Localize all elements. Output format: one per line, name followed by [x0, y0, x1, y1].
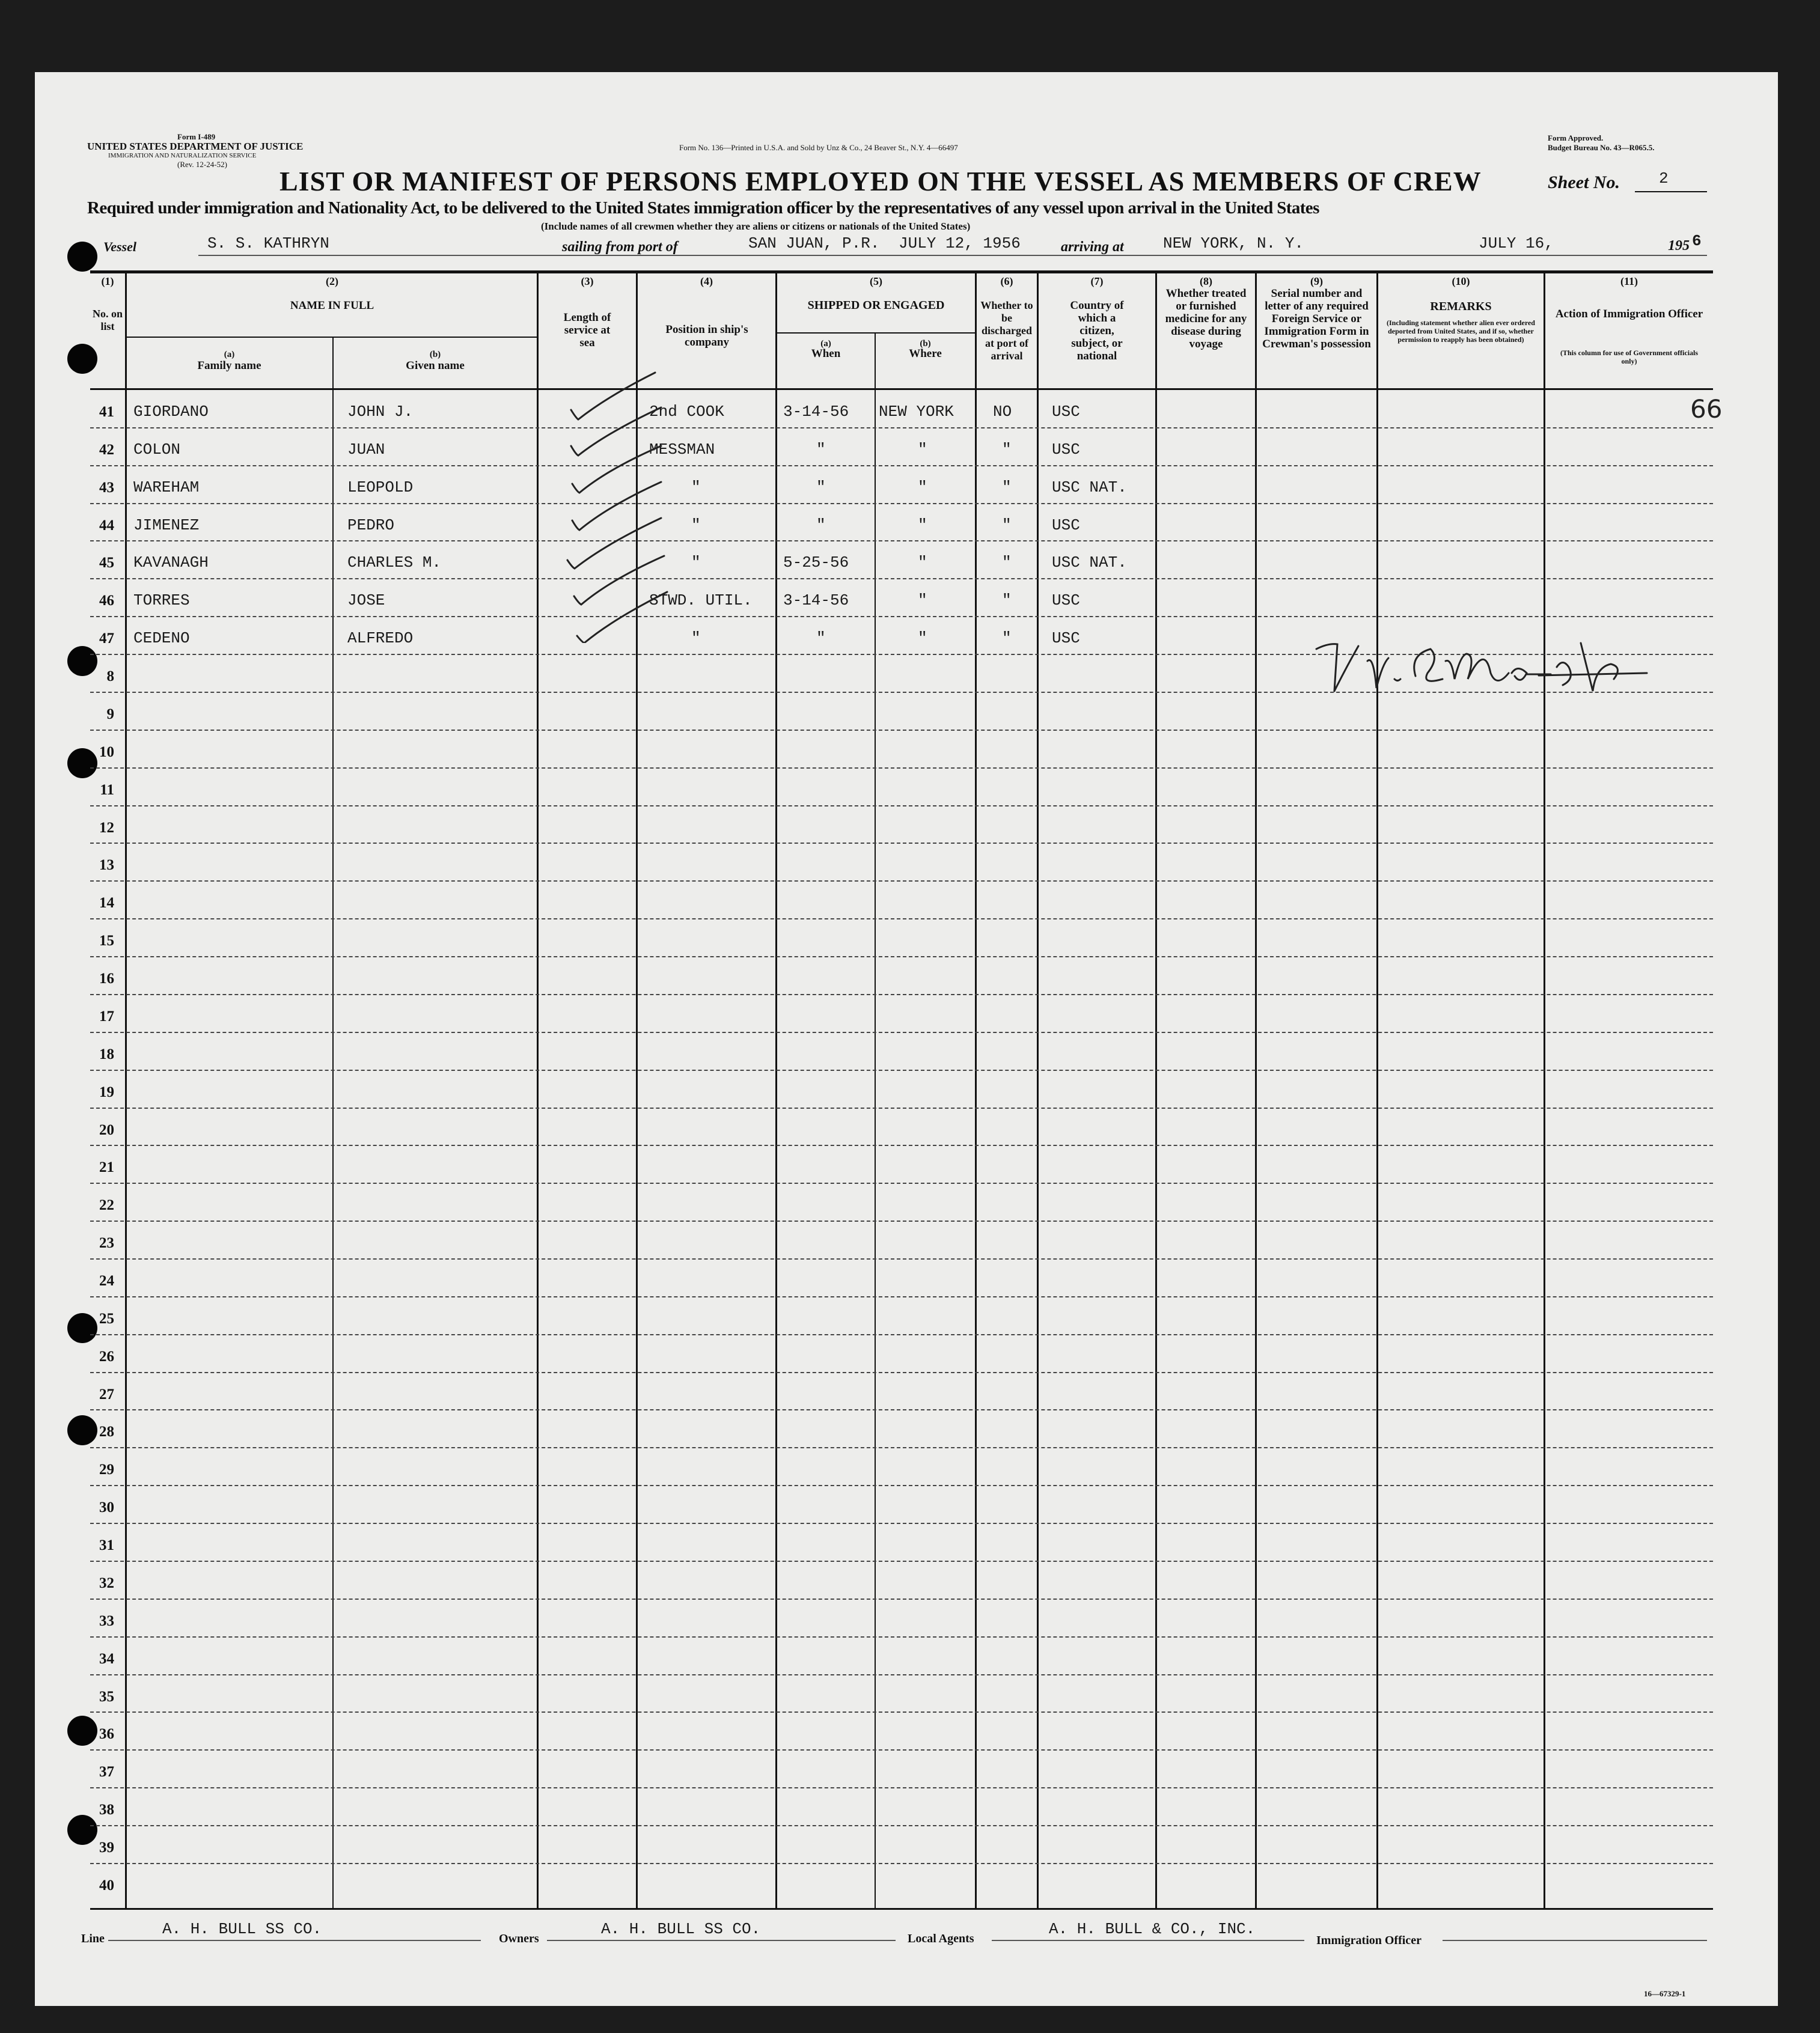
crew-when: " [816, 440, 826, 459]
col11-header: Action of Immigration Officer [1555, 308, 1703, 320]
col9-number: (9) [1310, 275, 1323, 287]
row-number: 44 [99, 517, 114, 534]
budget-bureau: Budget Bureau No. 43—R065.5. [1548, 143, 1655, 152]
crew-given: JOHN J. [347, 403, 414, 421]
department: UNITED STATES DEPARTMENT OF JUSTICE [87, 141, 304, 152]
col-divider [125, 272, 127, 1909]
include-note: (Include names of all crewmen whether they are aliens or citizens or nationals of the United States) [541, 221, 971, 232]
col5a-number: (a) [820, 339, 831, 349]
agents-value: A. H. BULL & CO., INC. [1049, 1920, 1256, 1938]
arrival-port: NEW YORK, N. Y. [1163, 234, 1304, 252]
col-divider [875, 332, 876, 1909]
row-rule [90, 880, 1713, 882]
row-rule [90, 616, 1713, 617]
row-number: 32 [99, 1574, 114, 1591]
crew-where: " [918, 629, 927, 648]
footer-underline [1443, 1940, 1707, 1941]
row-number: 47 [99, 630, 114, 647]
printer-note: Form No. 136—Printed in U.S.A. and Sold by Unz & Co., 24 Beaver St., N.Y. 4—66497 [679, 143, 958, 152]
row-rule [90, 1749, 1713, 1751]
row-number: 41 [99, 404, 114, 420]
crew-position: " [691, 629, 701, 648]
crew-where: NEW YORK [879, 403, 954, 421]
crew-given: JUAN [347, 440, 385, 459]
row-rule [90, 503, 1713, 504]
row-number: 34 [99, 1650, 114, 1667]
crew-given: CHARLES M. [347, 553, 442, 572]
row-number: 30 [99, 1499, 114, 1516]
sailing-label: sailing from port of [562, 239, 678, 255]
col-divider [1376, 272, 1378, 1909]
row-rule [90, 805, 1713, 806]
row-number: 22 [99, 1197, 114, 1214]
row-number: 35 [99, 1688, 114, 1705]
col5a-header: When [811, 347, 841, 360]
col2b-number: (b) [429, 350, 441, 359]
row-number: 28 [99, 1424, 114, 1440]
crew-where: " [918, 440, 927, 459]
crew-position: 2nd COOK [649, 403, 724, 421]
col-divider [537, 272, 539, 1909]
row-rule [90, 1787, 1713, 1788]
crew-given: ALFREDO [347, 629, 414, 648]
row-number: 12 [99, 819, 114, 836]
crew-country: USC [1052, 516, 1080, 534]
voyage-underline [198, 255, 1707, 256]
sailing-port: SAN JUAN, P.R. [748, 234, 880, 252]
row-rule [90, 1145, 1713, 1146]
col-divider [1037, 272, 1039, 1909]
row-number: 15 [99, 933, 114, 949]
revision: (Rev. 12-24-52) [177, 160, 227, 169]
row-number: 17 [99, 1008, 114, 1025]
row-rule [90, 1599, 1713, 1600]
sheet-underline [1635, 191, 1707, 192]
col6-header: Whether to be discharged at port of arrival [980, 299, 1033, 362]
punch-hole [67, 242, 97, 272]
row-number: 20 [99, 1121, 114, 1138]
arriving-label: arriving at [1061, 239, 1124, 255]
crew-family: TORRES [133, 591, 190, 610]
crew-discharge: " [1002, 591, 1012, 610]
row-number: 21 [99, 1159, 114, 1176]
row-number: 26 [99, 1348, 114, 1365]
row-number: 40 [99, 1877, 114, 1894]
col2a-number: (a) [224, 350, 235, 359]
crew-position: " [691, 478, 701, 496]
crew-position: STWD. UTIL. [649, 591, 753, 610]
row-rule [90, 1296, 1713, 1297]
col-divider [1255, 272, 1257, 1909]
crew-discharge: " [1002, 440, 1012, 459]
row-rule [90, 578, 1713, 579]
crew-discharge: " [1002, 553, 1012, 572]
crew-country: USC [1052, 629, 1080, 648]
row-rule [90, 730, 1713, 731]
footer-underline [108, 1940, 481, 1941]
crew-when: 3-14-56 [783, 591, 849, 610]
officer-mark: 66 [1690, 394, 1723, 424]
col7-number: (7) [1090, 275, 1104, 287]
col10-note: (Including statement whether alien ever ordered deported from United States, and if so, whether permission to reapply has been obtained) [1387, 319, 1535, 344]
col3-header: Length of service at sea [563, 311, 611, 349]
row-rule [90, 1674, 1713, 1675]
row-number: 42 [99, 441, 114, 458]
crew-given: LEOPOLD [347, 478, 414, 496]
sheet-label: Sheet No. [1548, 172, 1620, 192]
row-number: 33 [99, 1612, 114, 1629]
owners-label: Owners [499, 1932, 539, 1945]
col11-note: (This column for use of Government officials only) [1560, 349, 1699, 365]
col1-number: (1) [101, 275, 114, 287]
row-number: 39 [99, 1839, 114, 1856]
arrival-date: JULY 16, [1479, 234, 1554, 252]
service: IMMIGRATION AND NATURALIZATION SERVICE [108, 152, 257, 159]
crew-country: USC [1052, 403, 1080, 421]
col8-number: (8) [1200, 275, 1212, 287]
footer-underline [547, 1940, 896, 1941]
sheet-number: 2 [1659, 169, 1669, 187]
crew-when: " [816, 516, 826, 534]
row-rule [90, 843, 1713, 844]
row-rule [90, 1825, 1713, 1826]
col5b-header: Where [909, 347, 942, 360]
row-number: 10 [99, 743, 114, 760]
row-number: 16 [99, 971, 114, 987]
row-rule [90, 1258, 1713, 1260]
col11-number: (11) [1620, 275, 1638, 287]
crew-country: USC NAT. [1052, 553, 1127, 572]
crew-discharge: " [1002, 478, 1012, 496]
col8-header: Whether treated or furnished medicine for any disease during voyage [1165, 287, 1247, 350]
crew-when: 5-25-56 [783, 553, 849, 572]
col5-number: (5) [870, 275, 882, 287]
row-number: 19 [99, 1084, 114, 1100]
col10-header: REMARKS [1430, 300, 1492, 313]
agents-label: Local Agents [908, 1932, 974, 1945]
row-number: 25 [99, 1310, 114, 1327]
col7-header: Country of which a citizen, subject, or national [1070, 299, 1124, 362]
page-title: LIST OR MANIFEST OF PERSONS EMPLOYED ON THE VESSEL AS MEMBERS OF CREW [279, 166, 1482, 197]
row-rule [90, 1523, 1713, 1524]
row-rule [90, 1561, 1713, 1562]
crew-family: CEDENO [133, 629, 190, 648]
crew-where: " [918, 478, 927, 496]
row-number: 37 [99, 1764, 114, 1781]
checkmarks-icon [541, 361, 697, 643]
crew-country: USC NAT. [1052, 478, 1127, 496]
row-number: 45 [99, 555, 114, 571]
vessel-name: S. S. KATHRYN [207, 234, 329, 252]
row-number: 36 [99, 1726, 114, 1743]
row-rule [90, 1183, 1713, 1184]
crew-discharge: NO [993, 403, 1012, 421]
officer-label: Immigration Officer [1316, 1934, 1421, 1947]
crew-position: " [691, 553, 701, 572]
table-bottom-border [90, 1908, 1713, 1910]
row-number: 27 [99, 1386, 114, 1403]
crew-country: USC [1052, 440, 1080, 459]
signature-icon [1310, 631, 1671, 703]
col5-header: SHIPPED OR ENGAGED [807, 299, 945, 312]
row-number: 14 [99, 895, 114, 912]
crew-where: " [918, 591, 927, 610]
row-rule [90, 1636, 1713, 1638]
row-rule [90, 1221, 1713, 1222]
crew-where: " [918, 516, 927, 534]
table-header-border [90, 388, 1713, 390]
form-approved: Form Approved. [1548, 133, 1604, 142]
row-rule [90, 1334, 1713, 1335]
col6-number: (6) [1000, 275, 1013, 287]
crew-discharge: " [1002, 629, 1012, 648]
col9-header: Serial number and letter of any required Foreign Service or Immigration Form in Crewman's possession [1262, 287, 1371, 350]
line-label: Line [81, 1932, 105, 1945]
row-number: 18 [99, 1046, 114, 1062]
crew-where: " [918, 553, 927, 572]
owners-value: A. H. BULL SS CO. [601, 1920, 761, 1938]
crew-when: " [816, 478, 826, 496]
crew-given: JOSE [347, 591, 385, 610]
row-rule [90, 1032, 1713, 1033]
col10-number: (10) [1452, 275, 1470, 287]
line-value: A. H. BULL SS CO. [162, 1920, 322, 1938]
crew-family: WAREHAM [133, 478, 200, 496]
row-rule [90, 1372, 1713, 1373]
table-top-border [90, 270, 1713, 273]
year-prefix: 195 [1668, 238, 1690, 254]
row-rule [90, 465, 1713, 466]
crew-discharge: " [1002, 516, 1012, 534]
col2-header: NAME IN FULL [290, 299, 374, 312]
row-number: 11 [100, 781, 114, 798]
year-suffix: 6 [1692, 232, 1702, 250]
row-number: 46 [99, 593, 114, 609]
crew-country: USC [1052, 591, 1080, 610]
footer-underline [992, 1940, 1304, 1941]
row-rule [90, 994, 1713, 995]
row-number: 13 [99, 857, 114, 874]
crew-when: " [816, 629, 826, 648]
crew-position: " [691, 516, 701, 534]
crew-family: COLON [133, 440, 181, 459]
sailing-date: JULY 12, 1956 [899, 234, 1021, 252]
subtitle: Required under immigration and Nationality Act, to be delivered to the United States immigration officer by the representatives of any vessel upon arrival in the United States [87, 198, 1319, 218]
row-number: 9 [106, 706, 114, 722]
col-divider [975, 272, 977, 1909]
row-rule [90, 427, 1713, 428]
col2-number: (2) [326, 275, 338, 287]
col4-number: (4) [700, 275, 713, 287]
row-rule [90, 767, 1713, 769]
row-rule [90, 1863, 1713, 1864]
col3-number: (3) [581, 275, 594, 287]
row-rule [90, 1711, 1713, 1713]
print-code: 16—67329-1 [1644, 1989, 1686, 1998]
row-number: 43 [99, 479, 114, 496]
row-rule [90, 1108, 1713, 1109]
form-number: Form I-489 [177, 132, 216, 141]
row-rule [90, 1447, 1713, 1448]
row-number: 31 [99, 1537, 114, 1554]
crew-family: GIORDANO [133, 403, 209, 421]
row-number: 29 [99, 1462, 114, 1478]
row-number: 38 [99, 1802, 114, 1818]
col-divider [1544, 272, 1545, 1909]
row-rule [90, 540, 1713, 541]
col1-header: No. on list [92, 308, 123, 332]
row-rule [90, 956, 1713, 957]
col4-header: Position in ship's company [665, 323, 748, 349]
shipped-subheader-line [777, 332, 976, 334]
row-rule [90, 1409, 1713, 1410]
crew-when: 3-14-56 [783, 403, 849, 421]
row-rule [90, 1485, 1713, 1486]
col-divider [775, 272, 777, 1909]
punch-hole [67, 344, 97, 374]
row-rule [90, 918, 1713, 919]
crew-family: JIMENEZ [133, 516, 200, 534]
row-number: 8 [106, 668, 114, 685]
col-divider [1155, 272, 1157, 1909]
crew-family: KAVANAGH [133, 553, 209, 572]
row-rule [90, 1070, 1713, 1071]
col2b-header: Given name [406, 359, 465, 372]
row-number: 24 [99, 1273, 114, 1289]
crew-given: PEDRO [347, 516, 395, 534]
col5b-number: (b) [920, 339, 931, 349]
crew-position: MESSMAN [649, 440, 715, 459]
row-number: 23 [99, 1235, 114, 1252]
col-divider [332, 337, 334, 1909]
vessel-label: Vessel [103, 239, 136, 254]
col2a-header: Family name [197, 359, 261, 372]
